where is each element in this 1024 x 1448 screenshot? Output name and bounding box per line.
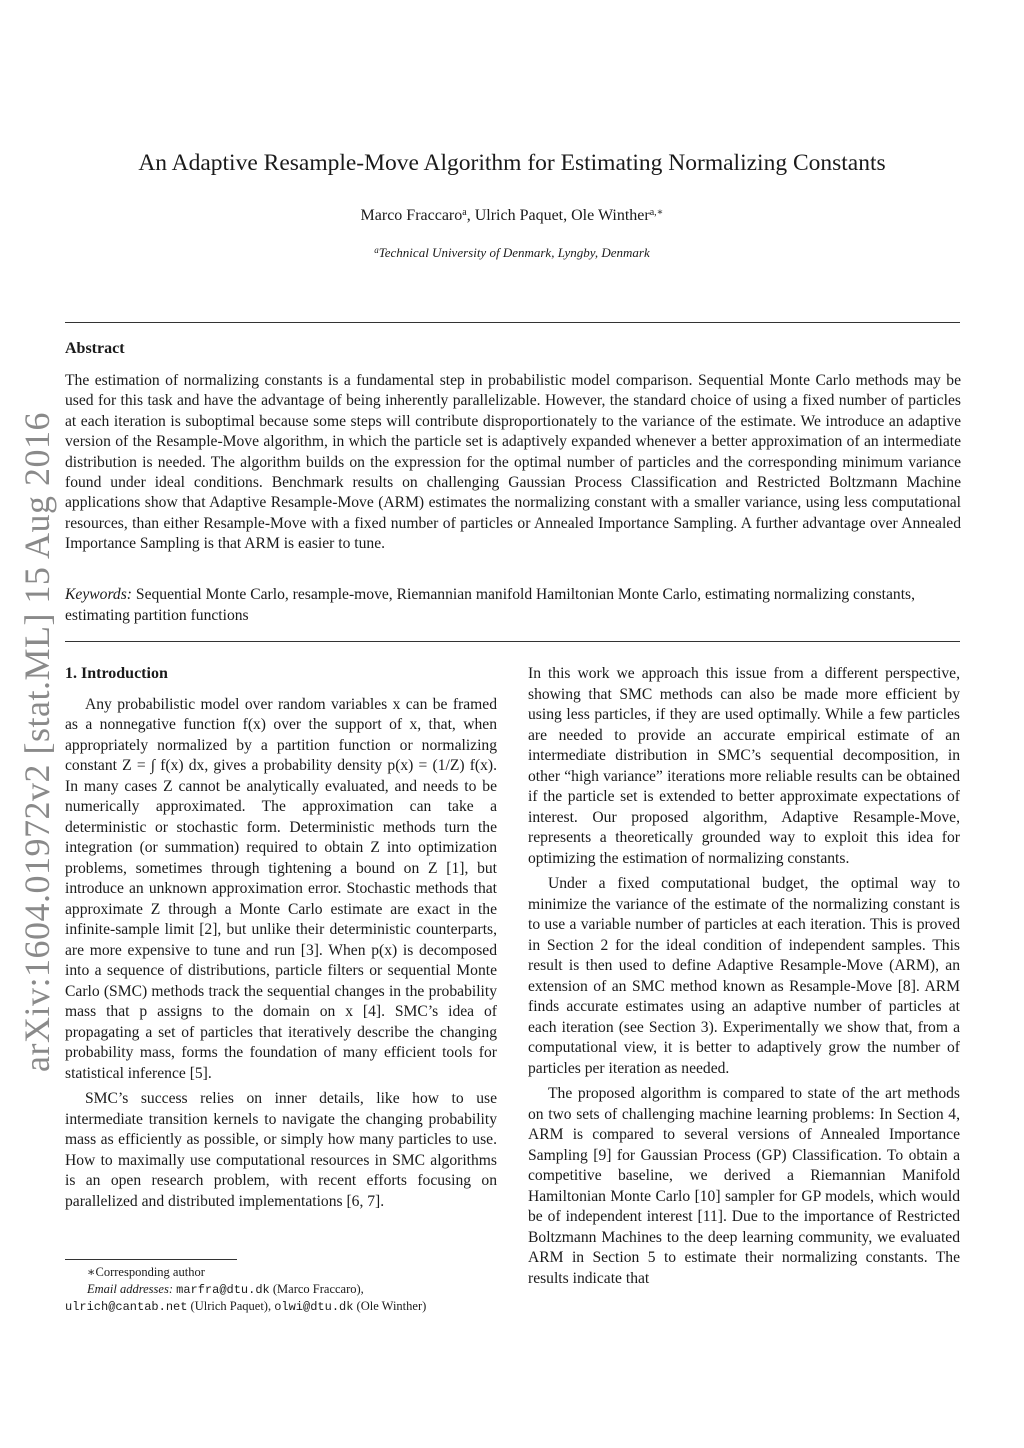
email-1[interactable]: marfra@dtu.dk bbox=[176, 1282, 270, 1297]
intro-paragraph-2: SMC’s success relies on inner details, like how to use intermediate transition kernels to navigate the changing probability mass as efficiently as possible, or simply how many particles to use. How to maximally use computational resources in SMC algorithms is an open research problem, with recent efforts focusing on parallelized and distributed implementations [6, 7]. bbox=[65, 1090, 497, 1210]
abstract-text: The estimation of normalizing constants is a fundamental step in probabilistic model comparison. Sequential Monte Carlo methods may be used for this task and have the advantage of being inherently parallelizable. However, the standard choice of using a fixed number of particles at each iteration is suboptimal because some steps will contribute disproportionately to the variance of the estimate. We introduce an adaptive version of the Resample-Move algorithm, in which the particle set is adaptively expanded whenever a better approximation of an intermediate distribution is needed. The algorithm builds on the expression for the optimal number of particles and the corresponding minimum variance found under ideal conditions. Benchmark results on challenging Gaussian Process Classification and Restricted Boltzmann Machine applications show that Adaptive Resample-Move (ARM) estimates the normalizing constant with a smaller variance, using less computational resources, than either Resample-Move with a fixed number of particles or Annealed Importance Sampling. A further advantage over Annealed Importance Sampling is that ARM is easier to tune. bbox=[65, 372, 961, 553]
bottom-rule bbox=[65, 641, 960, 642]
email-3-owner: (Ole Winther) bbox=[356, 1299, 427, 1313]
email-2-owner: (Ulrich Paquet), bbox=[190, 1299, 272, 1313]
footnote-rule bbox=[65, 1259, 237, 1260]
intro-paragraph-4: Under a fixed computational budget, the optimal way to minimize the variance of the estimate of the normalizing constant is to use a variable number of particles at each iteration. This is proved in Section 2 for the ideal condition of independent samples. This result is then used to define Adaptive Resample-Move (ARM), an extension of an SMC method known as Resample-Move [8]. ARM finds accurate estimates using an adaptive number of particles at each iteration (see Section 3). Experimentally we show that, from a computational view, it is better to adaptively grow the number of particles per iteration as needed. bbox=[528, 875, 960, 1077]
affiliation-text: Technical University of Denmark, Lyngby, Denmark bbox=[378, 245, 650, 260]
footnote-emails-line-1 bbox=[65, 1281, 505, 1299]
intro-paragraph-3: In this work we approach this issue from a different perspective, showing that SMC methods can also be made more efficient by using less particles, if they are used optimally. While a few particles are needed to provide an accurate empirical estimate of an intermediate distribution in SMC’s sequential decomposition, in other “high variance” iterations more reliable results can be obtained if the particle set is extended to better approximate expectations of interest. Our proposed algorithm, Adaptive Resample-Move, represents a theoretically grounded way to exploit this idea for optimizing the estimation of normalizing constants. bbox=[528, 665, 960, 867]
keywords bbox=[65, 585, 961, 626]
author-3-mark: a,∗ bbox=[649, 207, 664, 218]
email-3[interactable]: olwi@dtu.dk bbox=[274, 1300, 354, 1314]
top-rule bbox=[65, 322, 960, 323]
affiliation bbox=[0, 245, 1024, 261]
author-1: Marco Fraccaro bbox=[360, 207, 463, 224]
intro-paragraph-5: The proposed algorithm is compared to state of the art methods on two sets of challenging machine learning problems: In Section 4, ARM is compared to several versions of Annealed Importance Sampling [9] for Gaussian Process (GP) Classification. To obtain a competitive baseline, we derived a Riemannian Manifold Hamiltonian Monte Carlo [10] sampler for GP models, which would be of independent interest [11]. Due to the importance of Restricted Boltzmann Machines to the deep learning community, we evaluated ARM in Section 5 to estimate their normalizing constants. The results indicate that bbox=[528, 1085, 960, 1287]
arxiv-stamp: arXiv:1604.01972v2 [stat.ML] 15 Aug 2016 bbox=[17, 412, 57, 1072]
left-column bbox=[65, 664, 497, 1217]
affiliation-mark: a bbox=[374, 245, 379, 255]
section-heading: 1. Introduction bbox=[65, 665, 168, 682]
keywords-text: Sequential Monte Carlo, resample-move, Riemannian manifold Hamiltonian Monte Carlo, estimating normalizing constants, estimating partition functions bbox=[65, 586, 915, 624]
paper-title: An Adaptive Resample-Move Algorithm for Estimating Normalizing Constants bbox=[138, 150, 886, 176]
footnote-emails-line-2 bbox=[65, 1298, 505, 1316]
keywords-label: Keywords: bbox=[65, 586, 132, 603]
email-1-owner: (Marco Fraccaro), bbox=[272, 1281, 364, 1296]
author-1-mark: a bbox=[462, 207, 467, 218]
authors-rest: , Ulrich Paquet, Ole Winther bbox=[466, 207, 650, 224]
email-label: Email addresses: bbox=[87, 1281, 173, 1296]
footnote-corresponding: ∗Corresponding author bbox=[87, 1265, 205, 1279]
footnotes bbox=[65, 1264, 505, 1316]
email-2[interactable]: ulrich@cantab.net bbox=[65, 1300, 188, 1314]
intro-paragraph-1: Any probabilistic model over random variables x can be framed as a nonnegative function f(x) over the support of x, that, when appropriately normalized by a partition function or normalizing constant Z = ∫ f(x) dx, gives a probability density p(x) = (1/Z) f(x). In many cases Z cannot be analytically evaluated, and needs to be numerically approximated. The approximation can take a deterministic or stochastic form. Deterministic methods turn the integration (or summation) required to obtain Z into optimization problems, sometimes through tightening a bound on Z [1], but introduce an unknown approximation error. Stochastic methods that approximate Z through a Monte Carlo estimate are exact in the infinite-sample limit [2], but unlike their deterministic counterparts, are more expensive to tune and run [3]. When p(x) is decomposed into a sequence of distributions, particle filters or sequential Monte Carlo (SMC) methods track the sequential changes in the probability mass that p assigns to the domain on x [4]. SMC’s idea of propagating a set of particles that iteratively describe the changing probability mass, forms the foundation of many efficient tools for statistical inference [5]. bbox=[65, 695, 497, 1082]
author-list bbox=[0, 207, 1024, 225]
abstract-heading: Abstract bbox=[65, 340, 125, 357]
right-column bbox=[528, 664, 960, 1294]
